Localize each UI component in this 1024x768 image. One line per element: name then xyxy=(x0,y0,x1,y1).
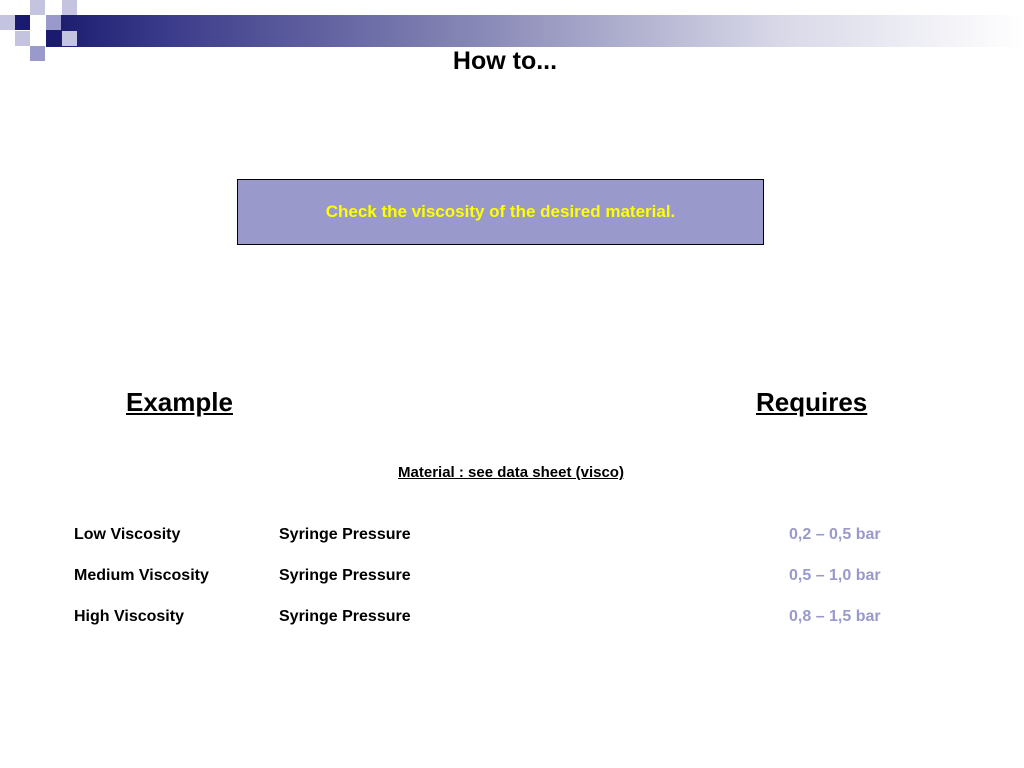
checker-square xyxy=(46,31,61,46)
pressure-value: 0,2 – 0,5 bar xyxy=(789,526,881,543)
callout-text: Check the viscosity of the desired material. xyxy=(325,202,676,221)
example-heading: Example xyxy=(126,387,233,417)
parameter-label: Syringe Pressure xyxy=(279,526,411,543)
checker-square xyxy=(15,31,30,46)
checker-square xyxy=(46,15,61,30)
viscosity-row xyxy=(0,567,1024,587)
pressure-value: 0,8 – 1,5 bar xyxy=(789,608,881,625)
checker-square xyxy=(0,15,15,30)
viscosity-row xyxy=(0,608,1024,628)
parameter-label: Syringe Pressure xyxy=(279,608,411,625)
header-gradient-bar xyxy=(46,15,1024,47)
viscosity-callout-box xyxy=(237,179,764,245)
checker-square xyxy=(62,31,77,46)
checker-square xyxy=(15,15,30,30)
viscosity-label: Medium Viscosity xyxy=(74,567,209,584)
viscosity-label: High Viscosity xyxy=(74,608,184,625)
viscosity-row xyxy=(0,526,1024,546)
material-note: Material : see data sheet (visco) xyxy=(398,464,624,481)
checker-square xyxy=(62,0,77,15)
parameter-label: Syringe Pressure xyxy=(279,567,411,584)
checker-square xyxy=(30,0,45,15)
slide-title: How to... xyxy=(452,47,558,75)
viscosity-label: Low Viscosity xyxy=(74,526,181,543)
pressure-value: 0,5 – 1,0 bar xyxy=(789,567,881,584)
requires-heading: Requires xyxy=(756,387,868,417)
